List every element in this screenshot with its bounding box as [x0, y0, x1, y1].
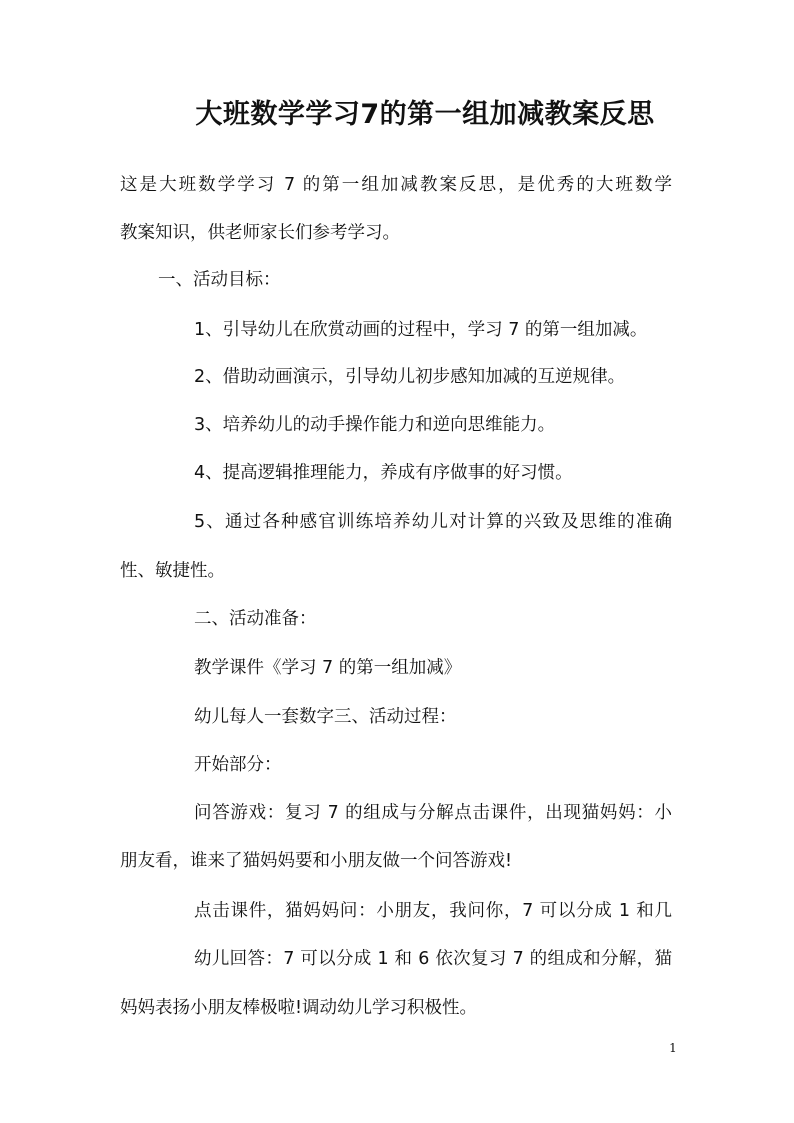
goal-item-2: 2、借助动画演示，引导幼儿初步感知加减的互逆规律。 [194, 367, 626, 387]
opening-paragraph-1-line-1: 问答游戏：复习 7 的组成与分解点击课件，出现猫妈妈：小 [194, 803, 672, 823]
preparation-item-1: 教学课件《学习 7 的第一组加减》 [194, 658, 462, 678]
goal-item-1: 1、引导幼儿在欣赏动画的过程中，学习 7 的第一组加减。 [194, 320, 648, 340]
document-title: 大班数学学习7的第一组加减教案反思 [195, 99, 655, 130]
goal-item-5-line-2: 性、敏捷性。 [120, 561, 225, 581]
goal-item-5-line-1: 5、通过各种感官训练培养幼儿对计算的兴致及思维的准确 [194, 512, 672, 532]
goal-item-4: 4、提高逻辑推理能力，养成有序做事的好习惯。 [194, 463, 573, 483]
preparation-item-2: 幼儿每人一套数字三、活动过程： [194, 707, 457, 727]
opening-paragraph-3-line-1: 幼儿回答：7 可以分成 1 和 6 依次复习 7 的组成和分解，猫 [194, 949, 672, 969]
opening-paragraph-1-line-2: 朋友看，谁来了猫妈妈要和小朋友做一个问答游戏! [120, 851, 513, 871]
goal-item-3: 3、培养幼儿的动手操作能力和逆向思维能力。 [194, 415, 556, 435]
intro-line-2: 教案知识，供老师家长们参考学习。 [120, 223, 400, 243]
page-number: 1 [669, 1041, 677, 1055]
opening-paragraph-2: 点击课件，猫妈妈问：小朋友，我问你，7 可以分成 1 和几 [194, 901, 672, 921]
section-heading-goals: 一、活动目标： [158, 270, 281, 290]
subsection-opening: 开始部分： [194, 755, 282, 775]
section-heading-preparation: 二、活动准备： [194, 609, 317, 629]
opening-paragraph-3-line-2: 妈妈表扬小朋友棒极啦!调动幼儿学习积极性。 [120, 998, 478, 1018]
intro-line-1: 这是大班数学学习 7 的第一组加减教案反思，是优秀的大班数学 [120, 175, 672, 195]
